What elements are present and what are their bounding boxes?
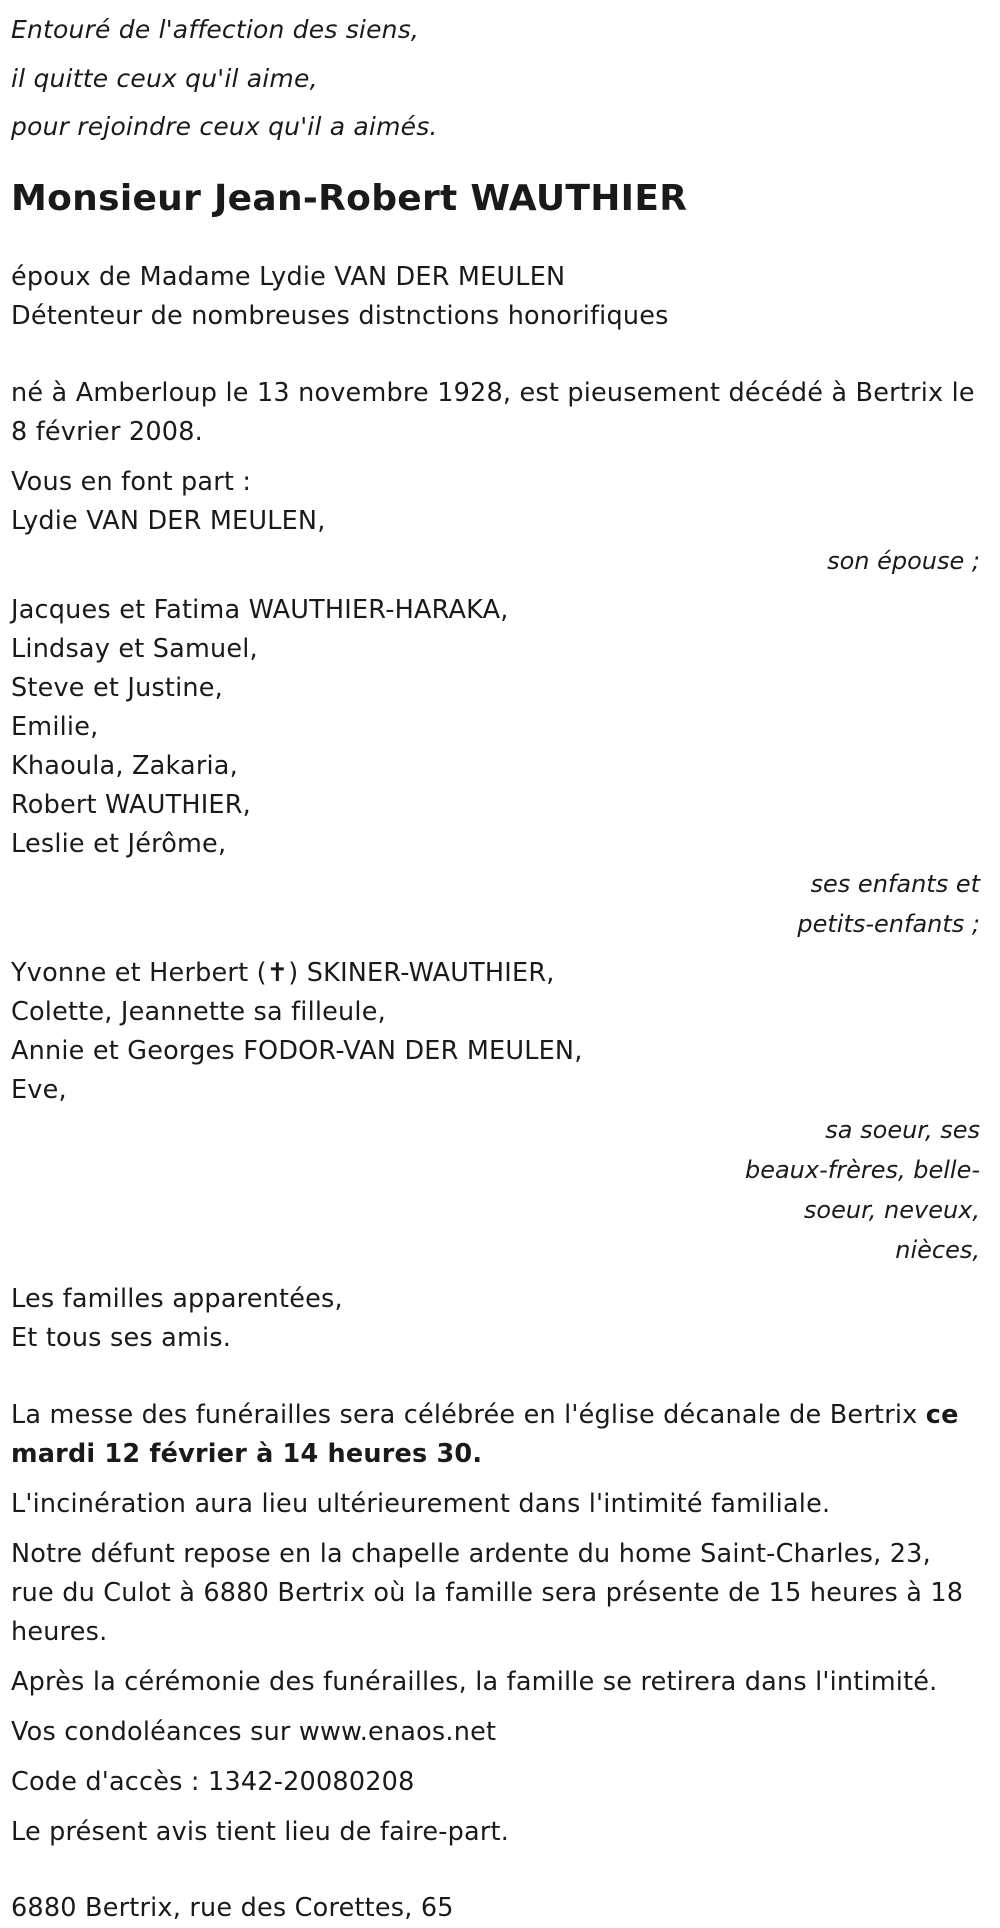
family-name: Khaoula, Zakaria, bbox=[11, 750, 238, 781]
others bbox=[11, 1280, 980, 1358]
cremation-info: L'incinération aura lieu ultérieurement dans l'intimité familiale. bbox=[11, 1488, 831, 1519]
funeral-date: ce mardi 12 février à 14 heures 30. bbox=[11, 1399, 959, 1469]
notice: Le présent avis tient lieu de faire-part. bbox=[11, 1816, 510, 1847]
rest-info: Notre défunt repose en la chapelle ardente du home Saint-Charles, 23, rue du Culot à 6880 Bertrix où la famille sera présente de 15 heures à 18 heures. bbox=[11, 1538, 964, 1647]
family-name: Yvonne et Herbert (✝) SKINER-WAUTHIER, bbox=[11, 957, 555, 988]
deceased-name: Monsieur Jean-Robert WAUTHIER bbox=[11, 177, 688, 219]
spouse-line: époux de Madame Lydie VAN DER MEULEN bbox=[11, 261, 566, 292]
epigraph-line: pour rejoindre ceux qu'il a aimés. bbox=[11, 112, 438, 141]
address: 6880 Bertrix, rue des Corettes, 65 bbox=[11, 1892, 454, 1923]
epigraph bbox=[11, 6, 980, 152]
family-name: Lindsay et Samuel, bbox=[11, 633, 258, 664]
family-name: Eve, bbox=[11, 1074, 67, 1105]
others-line: Et tous ses amis. bbox=[11, 1322, 232, 1353]
family-group-siblings bbox=[11, 954, 980, 1270]
family-role: son épouse ; bbox=[827, 546, 980, 575]
family-name: Colette, Jeannette sa filleule, bbox=[11, 996, 386, 1027]
family-name: Lydie VAN DER MEULEN, bbox=[11, 505, 326, 536]
family-name: Steve et Justine, bbox=[11, 672, 223, 703]
epigraph-line: Entouré de l'affection des siens, bbox=[11, 15, 420, 44]
birth-death: né à Amberloup le 13 novembre 1928, est pieusement décédé à Bertrix le 8 février 2008. bbox=[11, 377, 975, 447]
funeral-info bbox=[11, 1396, 980, 1474]
family-group-children bbox=[11, 591, 980, 944]
family-group-spouse bbox=[11, 502, 980, 581]
funeral-text: La messe des funérailles sera célébrée en l'église décanale de Bertrix bbox=[11, 1399, 926, 1430]
condolences: Vos condoléances sur www.enaos.net bbox=[11, 1716, 497, 1747]
honors-line: Détenteur de nombreuses distnctions honorifiques bbox=[11, 300, 669, 331]
access-code: Code d'accès : 1342-20080208 bbox=[11, 1766, 415, 1797]
family-name: Robert WAUTHIER, bbox=[11, 789, 251, 820]
epigraph-line: il quitte ceux qu'il aime, bbox=[11, 63, 318, 93]
family-role: ses enfants et petits-enfants ; bbox=[797, 869, 980, 938]
announce: Vous en font part : bbox=[11, 466, 252, 497]
family-name: Leslie et Jérôme, bbox=[11, 828, 227, 859]
family-name: Jacques et Fatima WAUTHIER-HARAKA, bbox=[11, 594, 509, 625]
after-ceremony: Après la cérémonie des funérailles, la famille se retirera dans l'intimité. bbox=[11, 1666, 938, 1697]
family-role: sa soeur, ses beaux-frères, belle-soeur, neveux, nièces, bbox=[744, 1115, 980, 1264]
family-name: Annie et Georges FODOR-VAN DER MEULEN, bbox=[11, 1035, 583, 1066]
family-name: Emilie, bbox=[11, 711, 99, 742]
intro bbox=[11, 258, 980, 336]
others-line: Les familles apparentées, bbox=[11, 1283, 343, 1314]
